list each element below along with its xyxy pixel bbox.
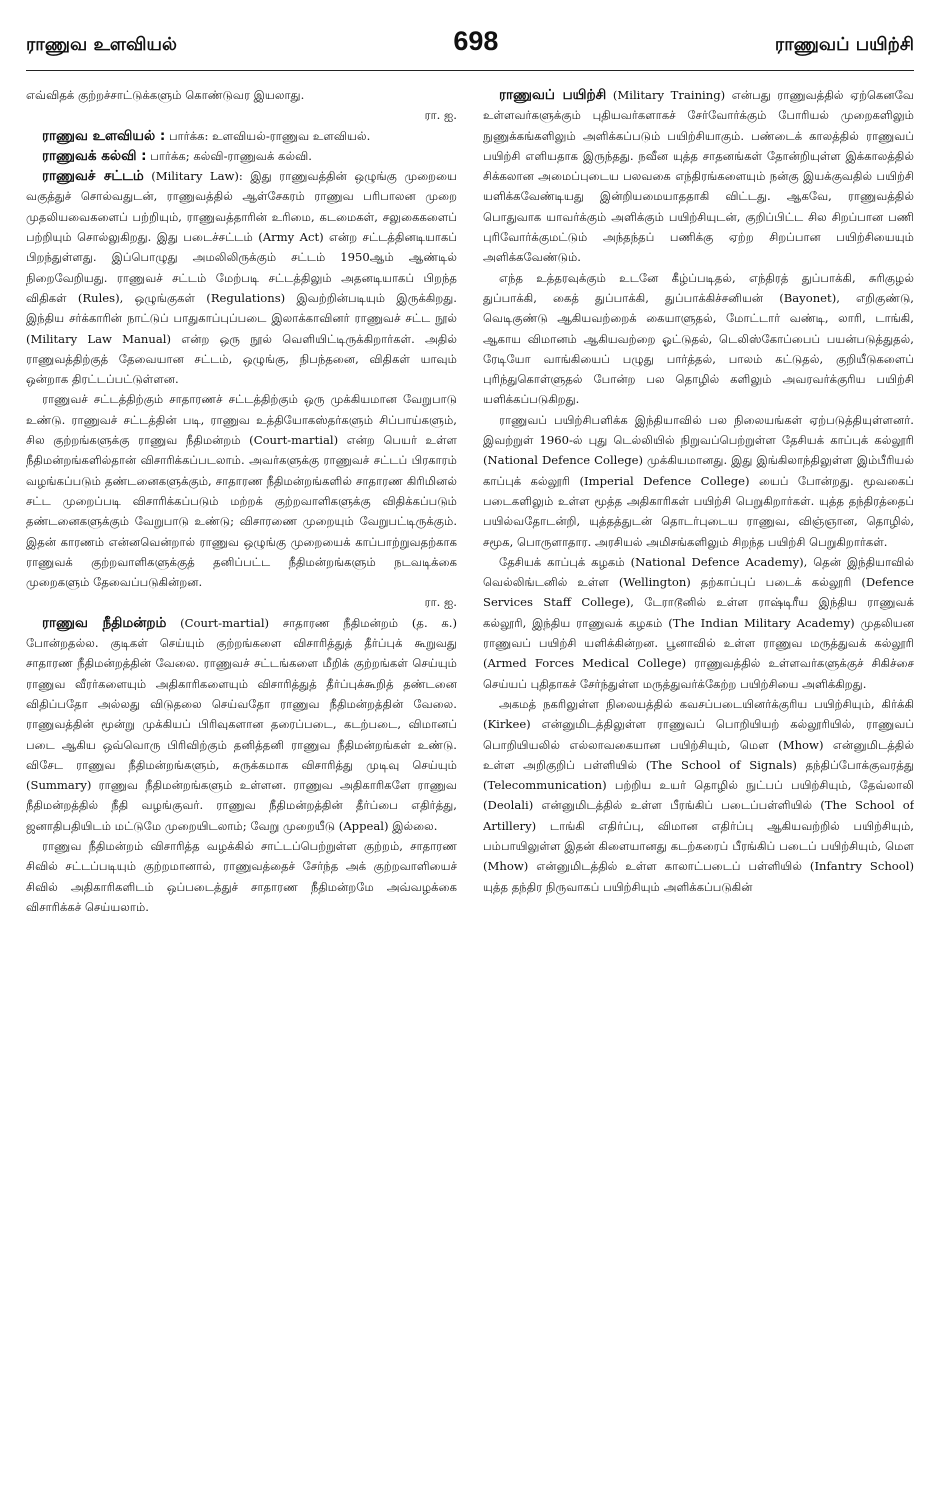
paragraph-text: (Court-martial) சாதாரண நீதிமன்றம் (த. க.) போன்றதல்ல. குடிகள் செய்யும் குற்றங்களை விசாரித்துத் தீர்ப்புக் கூறுவது சாதாரண நீதிமன்றத்தின் வேலை. ராணுவச் சட்டங்களை மீறிக் குற்றங்கள் செய்யும் ராணுவ வீரர்களையும் அதிகாரிகளையும் விசாரித்துத் தீர்ப்புக்கூறித் தண்டனை விதிப்பதோ அல்லது விடுதலை செய்வதோ ராணுவ நீதிமன்றத்தின் வேலை. ராணுவத்தின் மூன்று முக்கியப் பிரிவுகளான தரைப்படை, கடற்படை, விமானப் படை ஆகிய ஒவ்வொரு பிரிவிற்கும் தனித்தனி ராணுவ நீதிமன்றங்கள் உண்டு. விசேட ராணுவ நீதிமன்றங்களும், சுருக்கமாக விசாரித்து முடிவு செய்யும் (Summary) ராணுவ நீதிமன்றங்களும் உள்ளன. ராணுவ அதிகாரிகளே ராணுவ நீதிமன்றத்தில் நீதி வழங்குவர். ராணுவ நீதிமன்றத்தின் தீர்ப்பை எதிர்த்து, ஜனாதிபதியிடம் மட்டுமே முறையிடலாம்; வேறு முறையீடு (Appeal) இல்லை.: [26, 615, 457, 833]
right-column: [483, 85, 914, 1485]
entry-paragraph: [26, 166, 457, 389]
header-left-title: ராணுவ உளவியல்: [26, 34, 177, 55]
paragraph: [26, 85, 457, 126]
paragraph-text: ராணுவ நீதிமன்றம் விசாரித்த வழக்கில் சாட்டப்பெற்றுள்ள குற்றம், சாதாரண சிவில் சட்டப்படியும் குற்றமானால், ராணுவத்தைச் சேர்ந்த அக் குற்றவாளியைச் சிவில் அதிகாரிகளிடம் ஒப்படைத்துச் சாதாரண நீதிமன்றமே அவ்வழக்கை விசாரிக்கச் செய்யலாம்.: [26, 838, 457, 914]
page-number: 698: [453, 26, 499, 56]
entry-paragraph: [26, 146, 457, 166]
paragraph: [483, 268, 914, 410]
paragraph-text: எவ்விதக் குற்றச்சாட்டுக்களும் கொண்டுவர இயலாது.: [26, 88, 305, 102]
entry-paragraph: [26, 613, 457, 836]
paragraph-text: ராணுவப் பயிற்சிபளிக்க இந்தியாவில் பல நிலையங்கள் ஏற்படுத்தியுள்ளனர். இவற்றுள் 1960-ல் புது டெல்லியில் நிறுவப்பெற்றுள்ள தேசியக் காப்புக் கல்லூரி (National Defence College) முக்கியமானது. இது இங்கிலாந்திலுள்ள இம்பீரியல் காப்புக் கல்லூரி (Imperial Defence College) யைப் போன்றது. மூவகைப் படைகளிலும் உள்ள மூத்த அதிகாரிகள் பயிற்சி பெறுகிறார்கள். யுத்த தந்திரத்தைப் பயில்வதோடன்றி, யுத்தத்துடன் தொடர்புடைய ராணுவ, விஞ்ஞான, தொழில், சமூக, பொருளாதார. அரசியல் அமிசங்களிலும் சிறந்த பயிற்சி பெறுகிறார்கள்.: [483, 412, 914, 549]
paragraph-text: எந்த உத்தரவுக்கும் உடனே கீழ்ப்படிதல், எந்திரத் துப்பாக்கி, சுரிகுழல் துப்பாக்கி, கைத் துப்பாக்கி, துப்பாக்கிச்சனியன் (Bayonet), எறிகுண்டு, வெடிகுண்டு ஆகியவற்றைக் கையாளுதல், மோட்டார் வண்டி, லாரி, டாங்கி, ஆகாய விமானம் ஆகியவற்றை ஓட்டுதல், டெலிஸ்கோப்பைப் பயன்படுத்துதல், ரேடியோ வாங்கியைப் பழுது பார்த்தல், பாலம் கட்டுதல், குறியீடுகளைப் புரிந்துகொள்ளுதல் போன்ற பல தொழில் களிலும் அவரவர்க்குரிய பயிற்சி யளிக்கப்படுகிறது.: [483, 270, 914, 407]
author-initials: ரா. ஐ.: [424, 108, 457, 123]
author-initials: ரா. ஐ.: [424, 595, 457, 610]
paragraph: [483, 694, 914, 897]
paragraph: [26, 389, 457, 612]
text-columns: [26, 85, 914, 1485]
running-header: [26, 26, 914, 71]
paragraph-text: பார்க்க; கல்வி-ராணுவக் கல்வி.: [146, 148, 312, 163]
paragraph: [483, 410, 914, 552]
paragraph-text: ராணுவச் சட்டத்திற்கும் சாதாரணச் சட்டத்திற்கும் ஒரு முக்கியமான வேறுபாடு உண்டு. ராணுவச் சட்டத்தின் படி, ராணுவ உத்தியோகஸ்தர்களும் சிப்பாய்களும், சில குற்றங்களுக்கு ராணுவ நீதிமன்றம் (Court-martial) என்ற பெயர் உள்ள நீதிமன்றங்களில்தான் விசாரிக்கப்படலாம். அவர்களுக்கு ராணுவச் சட்டப் பிரகாரம் வழங்கப்படும் தண்டனைகளுக்கும், சாதாரண நீதிமன்றங்களில் சாதாரண கிரிமினல் சட்ட முறைப்படி விசாரிக்கப்படும் மற்றக் குற்றவாளிகளுக்கு விதிக்கப்படும் தண்டனைகளுக்கும் வேறுபாடு உண்டு; விசாரணை முறையும் வேறுபட்டிருக்கும். இதன் காரணம் என்னவென்றால் ராணுவ ஒழுங்கு முறையைக் காப்பாற்றுவதற்காக ராணுவக் குற்றவாளிகளுக்குத் தனிப்பட்ட நீதிமன்றங்களும் நடவடிக்கை முறைகளும் தேவைப்படுகின்றன.: [26, 392, 457, 590]
paragraph-text: தேசியக் காப்புக் கழகம் (National Defence Academy), தென் இந்தியாவில் வெல்லிங்டனில் உள்ள (Wellington) தற்காப்புப் படைக் கல்லூரி (Defence Services Staff College), டேராடூனில் உள்ள ராஷ்டிரீய இந்திய ராணுவக் கல்லூரி, இந்திய ராணுவக் கழகம் (The Indian Military Academy) முதலியன ராணுவப் பயிற்சி யளிக்கின்றன. பூனாவில் உள்ள ராணுவ மருத்துவக் கல்லூரி (Armed Forces Medical College) ராணுவத்தில் உள்ளவர்களுக்குச் சிகிச்சை செய்யப் புதிதாகச் சேர்ந்துள்ள மருத்துவர்க்கேற்ற பயிற்சியை அளிக்கிறது.: [483, 554, 914, 691]
paragraph-text: (Military Training) என்பது ராணுவத்தில் ஏற்கெனவே உள்ளவர்களுக்கும் புதியவர்களாகச் சேர்வோர்க்கும் போரியல் முறைகளிலும் நுணுக்கங்களிலும் அளிக்கப்படும் பயிற்சியாகும். பண்டைக் காலத்தில் ராணுவப் பயிற்சி எளியதாக இருந்தது. நவீன யுத்த சாதனங்கள் தோன்றியுள்ள இக்காலத்தில் சிக்கலான அமைப்புடைய பலவகை எந்திரங்களையும் நன்கு இயக்குவதில் பயிற்சி யளிக்கவேண்டியது இன்றியமையாததாகி விட்டது. ஆகவே, ராணுவத்தில் பொதுவாக யாவர்க்கும் அளிக்கும் பயிற்சியுடன், குறிப்பிட்ட சில சிறப்பான பணி புரிவோர்க்குமட்டும் அந்தந்தப் பணிக்கு ஏற்ற சிறப்பான பயிற்சியையும் அளிக்கவேண்டும்.: [483, 88, 914, 265]
paragraph-text: (Military Law): இது ராணுவத்தின் ஒழுங்கு முறையை வகுத்துச் சொல்வதுடன், ராணுவத்தில் ஆள்சேகரம் ராணுவ பரிபாலன முறை முதலியவைகளைப் பற்றியும், ராணுவத்தாரின் உரிமை, கடமைகள், சலுகைகளைப் பற்றியும் சொல்லுகிறது. இது படைச்சட்டம் (Army Act) என்ற சட்டத்தினடியாகப் பிறந்துள்ளது. இப்பொழுது அமலிலிருக்கும் சட்டம் 1950ஆம் ஆண்டில் நிறைவேறியது. ராணுவச் சட்டம் மேற்படி சட்டத்திலும் அதனடியாகப் பிறந்த விதிகள் (Rules), ஒழுங்குகள் (Regulations) இவற்றின்படியும் இருக்கிறது. இந்திய சர்க்காரின் நாட்டுப் பாதுகாப்புப்படை இலாக்காவினர் ராணுவச் சட்ட நூல் (Military Law Manual) என்ற ஒரு நூல் வெளியிட்டிருக்கிறார்கள். அதில் ராணுவத்திற்குத் தேவையான சட்டம், ஒழுங்கு, நிபந்தனை, விதிகள் யாவும் ஒன்றாக திரட்டப்பட்டுள்ளன.: [26, 169, 457, 387]
entry-paragraph: [483, 85, 914, 268]
paragraph: [483, 552, 914, 694]
left-column: [26, 85, 457, 1485]
entry-term: ராணுவ உளவியல் :: [42, 127, 166, 144]
paragraph-text: அகமத் நகரிலுள்ள நிலையத்தில் கவசப்படையினர்க்குரிய பயிற்சியும், கிர்க்கி (Kirkee) என்னுமிடத்திலுள்ள ராணுவப் பொறியியற் கல்லூரியில், ராணுவப் பொறியியலில் எல்லாவகையான பயிற்சியும், மௌ (Mhow) என்னுமிடத்தில் உள்ள அறிகுறிப் பள்ளியில் (The School of Signals) தந்திப்போக்குவரத்து (Telecommunication) பற்றிய உயர் தொழில் நுட்பப் பயிற்சியும், தேவ்லாலி (Deolali) என்னுமிடத்தில் உள்ள பீரங்கிப் படைப்பள்ளியில் (The School of Artillery) டாங்கி எதிர்ப்பு, விமான எதிர்ப்பு ஆகியவற்றில் பயிற்சியும், பம்பாயிலுள்ள இதன் கிளையானது கடற்கரைப் பீரங்கிப் படைப் பயிற்சியும், மௌ (Mhow) என்னுமிடத்தில் உள்ள காலாட்படைப் பள்ளியில் (Infantry School) யுத்த தந்திர நிருவாகப் பயிற்சியும் அளிக்கப்படுகின்: [483, 696, 914, 894]
entry-term: ராணுவ நீதிமன்றம்: [42, 614, 167, 631]
paragraph: [26, 836, 457, 917]
paragraph-text: பார்க்க: உளவியல்-ராணுவ உளவியல்.: [165, 128, 371, 143]
entry-term: ராணுவப் பயிற்சி: [499, 87, 607, 103]
entry-term: ராணுவக் கல்வி :: [42, 147, 147, 164]
header-right-title: ராணுவப் பயிற்சி: [774, 34, 914, 55]
entry-paragraph: [26, 126, 457, 146]
entry-term: ராணுவச் சட்டம்: [42, 168, 144, 185]
